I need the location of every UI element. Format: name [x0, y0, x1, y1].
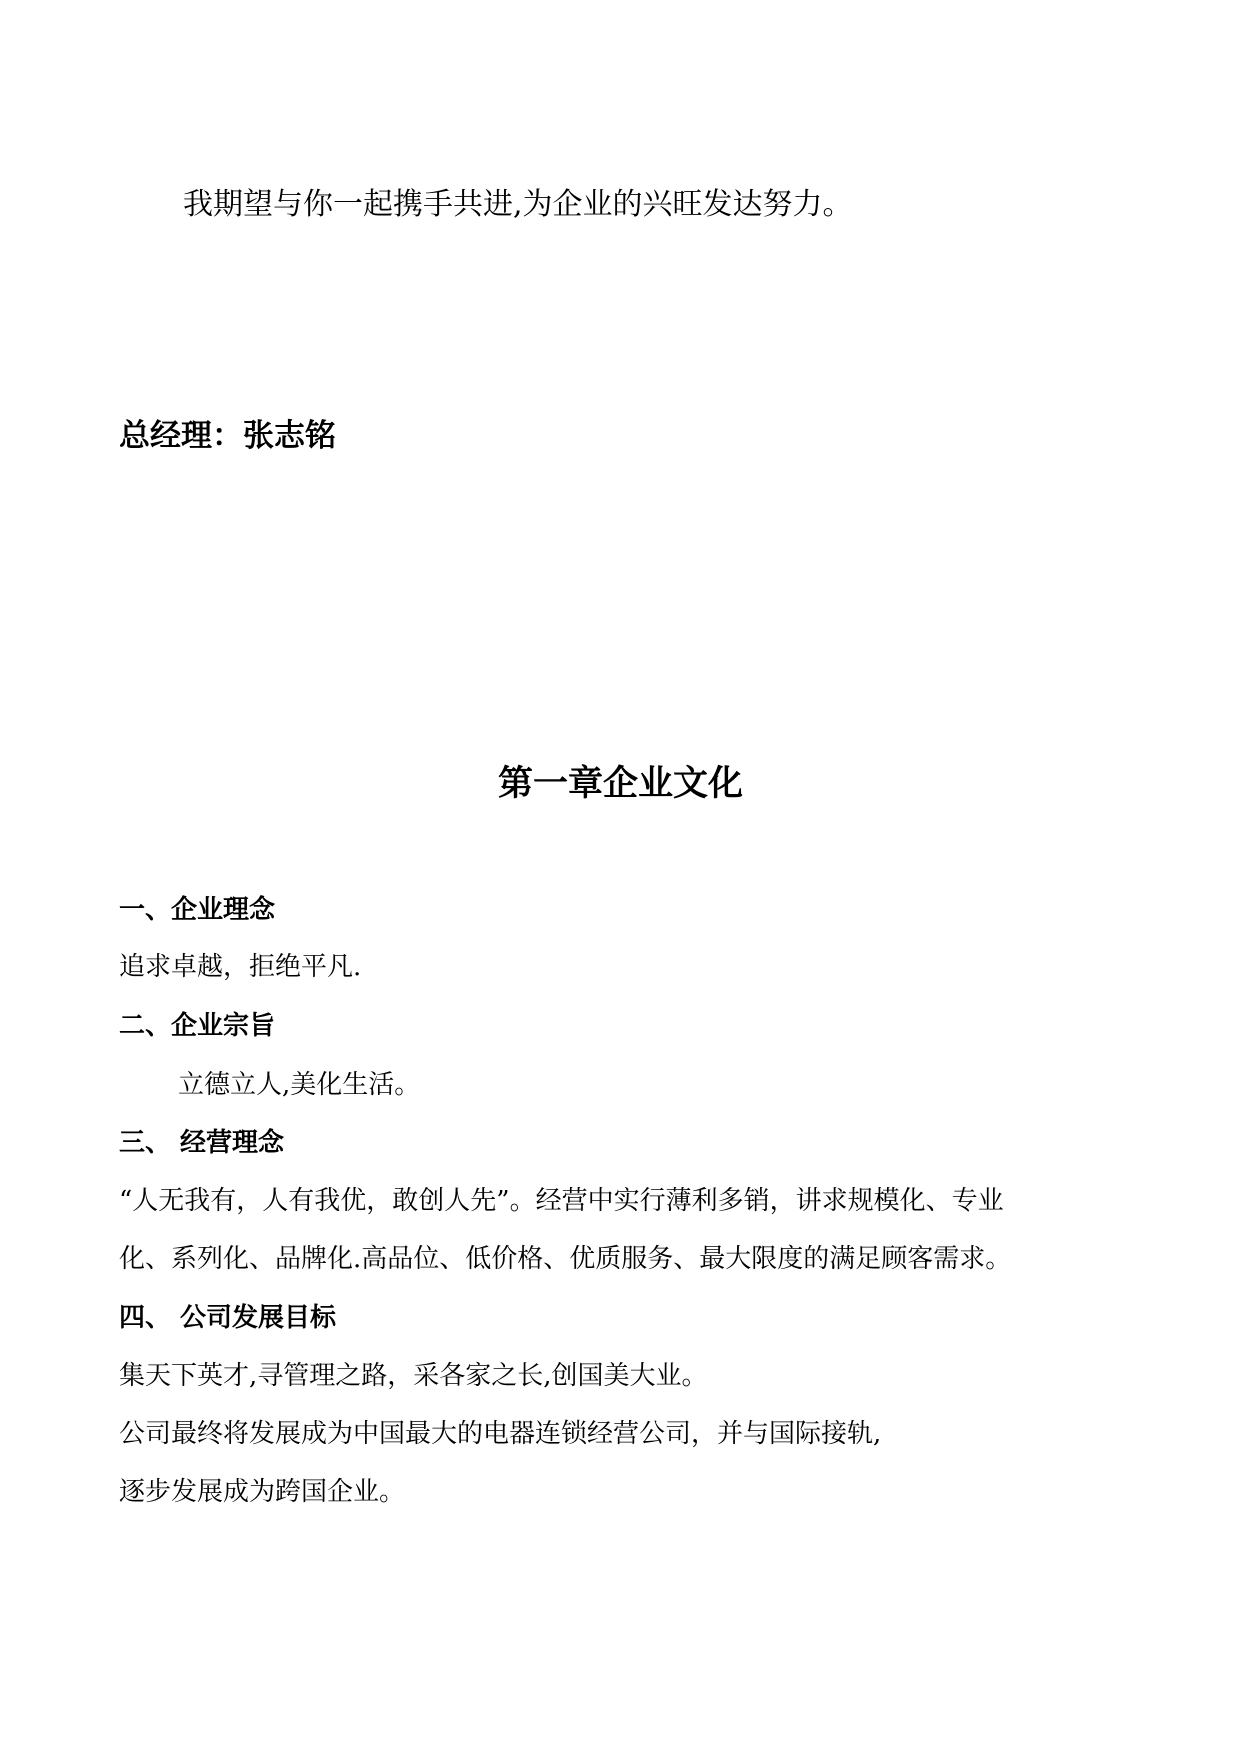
- section-text: 逐步发展成为跨国企业。: [119, 1477, 406, 1507]
- section-text: 追求卓越，拒绝平凡.: [119, 952, 362, 982]
- section-text: 公司最终将发展成为中国最大的电器连锁经营公司，并与国际接轨,: [119, 1419, 882, 1449]
- section-text: “人无我有，人有我优，敢创人先”。经营中实行薄利多销，讲求规模化、专业: [119, 1186, 1004, 1216]
- section-heading-purpose: 二、企业宗旨: [119, 1011, 276, 1041]
- section-text: 立德立人,美化生活。: [178, 1070, 421, 1100]
- section-heading-philosophy: 一、企业理念: [119, 895, 276, 925]
- chapter-title: 第一章企业文化: [497, 764, 743, 804]
- section-heading-business-philosophy: 三、 经营理念: [119, 1128, 285, 1158]
- section-heading-development-goals: 四、 公司发展目标: [119, 1303, 337, 1333]
- section-text: 化、系列化、品牌化.高品位、低价格、优质服务、最大限度的满足顾客需求。: [119, 1244, 1012, 1274]
- signature-line: 总经理：张志铭: [119, 418, 336, 454]
- closing-paragraph: 我期望与你一起携手共进,为企业的兴旺发达努力。: [183, 187, 853, 222]
- section-text: 集天下英才,寻管理之路，采各家之长,创国美大业。: [119, 1361, 708, 1391]
